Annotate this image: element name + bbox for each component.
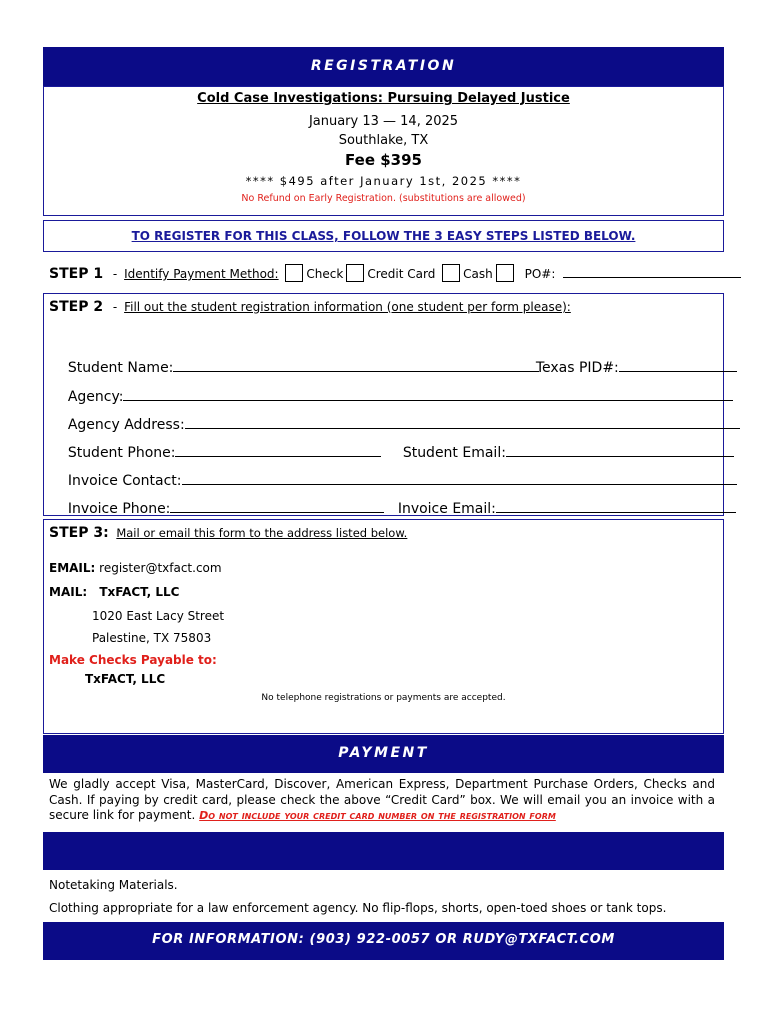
po-checkbox[interactable] [496, 264, 514, 282]
credit-card-option-label: Credit Card [367, 267, 436, 281]
po-number-field[interactable] [563, 263, 741, 278]
refund-note: No Refund on Early Registration. (substitutions are allowed) [241, 193, 526, 204]
course-name: Cold Case Investigations: Pursuing Delayed Justice [197, 91, 570, 106]
instructions-heading: TO REGISTER FOR THIS CLASS, FOLLOW THE 3 EASY STEPS LISTED BELOW. [131, 229, 636, 243]
step1-label: STEP 1 [49, 266, 104, 282]
invoice-contact-label: Invoice Contact: [67, 473, 182, 489]
step2-header: STEP 2 - Fill out the student registration information (one student per form please): [49, 299, 571, 315]
late-fee: **** $495 after January 1st, 2025 **** [245, 174, 522, 188]
student-phone-label: Student Phone: [67, 445, 176, 461]
equipment-title: REQUIRED EQUIPMENT & DRESS CODE [187, 878, 595, 894]
agency-address-label: Agency Address: [67, 417, 185, 433]
checks-payee: TxFACT, LLC [85, 672, 166, 686]
instructions-box [43, 220, 724, 252]
mail-city: Palestine, TX 75803 [92, 631, 212, 645]
invoice-email-field[interactable] [496, 498, 736, 513]
mail-label: MAIL: [49, 585, 88, 599]
email-value: register@txfact.com [99, 561, 222, 575]
course-location: Southlake, TX [338, 133, 429, 148]
texas-pid-label: Texas PID#: [535, 360, 619, 376]
step3-box [43, 519, 724, 734]
step3-header [49, 525, 407, 541]
step2-box [43, 293, 724, 516]
credit-card-checkbox[interactable] [346, 264, 364, 282]
po-option-label: PO#: [524, 267, 556, 281]
cash-option-label: Cash [463, 267, 493, 281]
step2-text: Fill out the student registration information (one student per form please): [124, 300, 571, 314]
payment-body-block [49, 777, 715, 824]
registration-title: REGISTRATION [310, 58, 457, 74]
payment-body: We gladly accept Visa, MasterCard, Discover, American Express, Department Purchase Orders, Checks and Cash. If paying by credit card, please check the above “Credit Card” box. We will email you an invoice with a secure link for payment. [49, 777, 715, 822]
equipment-line-1: Notetaking Materials. [49, 878, 178, 892]
student-email-label: Student Email: [402, 445, 506, 461]
agency-label: Agency: [67, 389, 124, 405]
step1-row: STEP 1 - Identify Payment Method: Check Credit Card Cash PO#: [49, 263, 719, 285]
student-name-label: Student Name: [67, 360, 174, 376]
equipment-line-2: Clothing appropriate for a law enforcement agency. No flip-flops, shorts, open-toed shoes or tank tops. [49, 901, 667, 915]
payment-banner [43, 735, 724, 773]
no-phone-note: No telephone registrations or payments are accepted. [261, 693, 506, 703]
info-text: FOR INFORMATION: (903) 922-0057 OR RUDY@TXFACT.COM [152, 932, 615, 947]
check-option-label: Check [306, 267, 344, 281]
email-row [49, 561, 222, 575]
course-fee: Fee $395 [345, 151, 422, 169]
payment-title: PAYMENT [338, 745, 429, 761]
mail-row [49, 585, 179, 599]
registration-banner [43, 47, 724, 87]
mail-name: TxFACT, LLC [99, 585, 180, 599]
mail-street: 1020 East Lacy Street [92, 609, 225, 623]
invoice-phone-field[interactable] [170, 498, 384, 513]
invoice-email-label: Invoice Email: [397, 501, 496, 517]
step3-label: STEP 3: [49, 525, 109, 541]
course-dates: January 13 — 14, 2025 [308, 114, 459, 129]
step2-label: STEP 2 [49, 299, 104, 315]
email-label: EMAIL: [49, 561, 96, 575]
invoice-phone-label: Invoice Phone: [67, 501, 171, 517]
payment-warning: Do not include your credit card number on the registration form [199, 809, 556, 822]
course-info-box [43, 86, 724, 216]
step3-text: Mail or email this form to the address listed below. [116, 526, 408, 540]
check-checkbox[interactable] [285, 264, 303, 282]
checks-payable-label: Make Checks Payable to: [49, 653, 217, 667]
cash-checkbox[interactable] [442, 264, 460, 282]
info-banner [43, 922, 724, 960]
step1-text: Identify Payment Method: [124, 267, 279, 281]
